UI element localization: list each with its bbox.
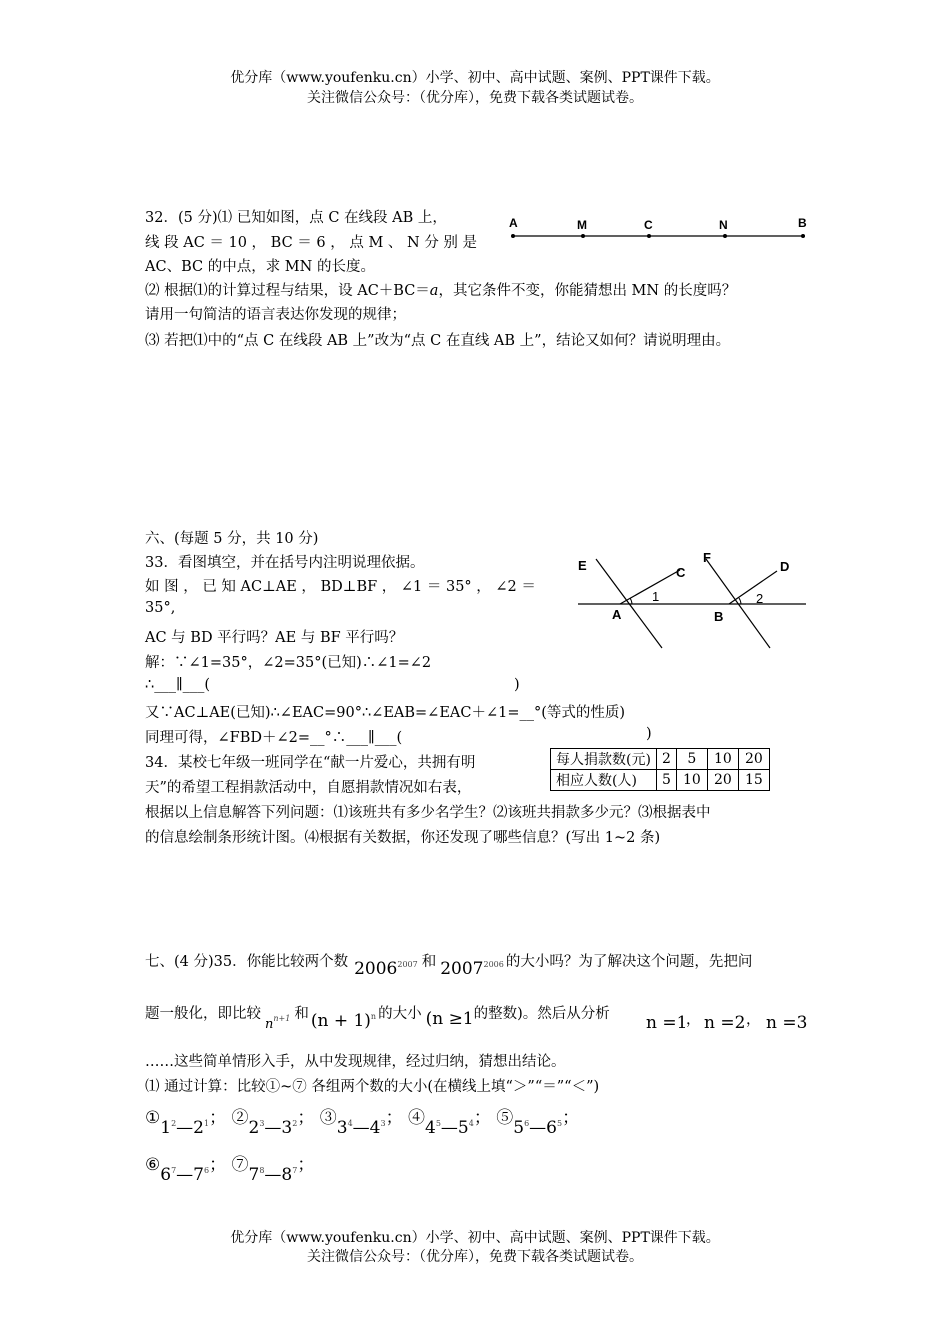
power-a — [513, 1118, 529, 1138]
q32-line-2: 线 段 AC ＝ 10 ， BC ＝ 6 ， 点 M 、 N 分 别 是 — [145, 235, 478, 251]
power-b — [281, 1118, 297, 1138]
exponent: 2007 — [397, 960, 418, 969]
comparison-item — [496, 1108, 579, 1138]
comparison-item — [408, 1108, 491, 1138]
separator: ； — [297, 1155, 315, 1175]
blank-line[interactable]: — — [264, 1118, 282, 1138]
header-line-1: 优分库（www.youfenku.cn）小学、初中、高中试题、案例、PPT课件下载。 — [230, 70, 720, 86]
n-condition: (n ≥1 — [425, 1009, 474, 1029]
item-number: ⑦ — [231, 1155, 249, 1175]
table-cell: 2 — [656, 749, 676, 770]
base: 2007 — [440, 959, 484, 979]
comparison-row-1 — [145, 1103, 580, 1138]
exponent: 1 — [204, 1119, 210, 1128]
label-e: E — [578, 558, 587, 573]
separator: ； — [385, 1108, 403, 1128]
exponent: 8 — [259, 1166, 265, 1175]
number-2007-power — [440, 959, 504, 979]
blank-line[interactable]: — — [529, 1118, 547, 1138]
q34-line-1: 34．某校七年级一班同学在“献一片爱心，共拥有明 — [145, 755, 476, 771]
exponent: 5 — [435, 1119, 441, 1128]
q35-general: 题一般化，即比较 — [145, 1006, 261, 1022]
base: 4 — [369, 1118, 381, 1138]
q35-analysis-text: 的整数)。然后从分析 — [473, 1006, 610, 1022]
power-a — [425, 1118, 441, 1138]
table-row-label: 相应人数(人) — [551, 770, 657, 791]
point-n-label: N — [719, 218, 728, 232]
exponent: 7 — [292, 1166, 298, 1175]
q35-line-3: ……这些简单情形入手，从中发现规律，经过归纳，猜想出结论。 — [145, 1054, 566, 1070]
footer-line-1: 优分库（www.youfenku.cn）小学、初中、高中试题、案例、PPT课件下载。 — [230, 1230, 720, 1246]
item-number: ⑥ — [145, 1155, 161, 1175]
header-line-2: 关注微信公众号：（优分库），免费下载各类试题试卷。 — [307, 90, 643, 106]
comma-1: ， — [686, 1012, 701, 1028]
base: (n + 1) — [310, 1011, 371, 1031]
label-d: D — [780, 559, 790, 574]
exponent: 6 — [524, 1119, 530, 1128]
q32-line-4: ⑵ 根据⑴的计算过程与结果，设 AC＋BC＝𝑎，其它条件不变，你能猜想出 MN 的长度吗？ — [145, 283, 737, 299]
footer-line-2: 关注微信公众号：（优分库），免费下载各类试题试卷。 — [307, 1249, 643, 1265]
exponent: 5 — [557, 1119, 563, 1128]
exponent: n+1 — [273, 1014, 291, 1023]
blank-line[interactable]: — — [440, 1118, 458, 1138]
base: 4 — [425, 1118, 436, 1138]
q32-line-5: 请用一句简洁的语言表达你发现的规律； — [145, 307, 406, 323]
table-cell: 20 — [707, 770, 738, 791]
power-a — [160, 1165, 176, 1185]
label-c: C — [676, 565, 686, 580]
base: 3 — [336, 1118, 348, 1138]
base: 3 — [281, 1118, 293, 1138]
case-n3: n =3 — [766, 1013, 808, 1033]
power-a — [160, 1118, 176, 1138]
q33-line-7: 又∵AC⊥AE(已知)∴∠EAC=90°∴∠EAB=∠EAC＋∠1=__°(等式的性质) — [145, 705, 626, 721]
comparison-row-2 — [145, 1150, 315, 1185]
number-2006-power — [354, 959, 418, 979]
table-cell: 5 — [676, 749, 707, 770]
table-row-label: 每人捐款数(元) — [551, 749, 657, 770]
base: 8 — [281, 1165, 293, 1185]
and-text: 和 — [421, 954, 437, 970]
exponent: 3 — [259, 1119, 265, 1128]
separator: ； — [562, 1108, 580, 1128]
blank-line[interactable]: — — [352, 1118, 370, 1138]
q33-line-5: 解：∵∠1=35°，∠2=35°(已知)∴∠1=∠2 — [145, 655, 432, 671]
q32-line-1: 32．(5 分)⑴ 已知如图，点 C 在线段 AB 上， — [145, 210, 447, 226]
exponent: 3 — [380, 1119, 386, 1128]
angle-1-label: 1 — [652, 589, 660, 604]
table-row — [551, 770, 770, 791]
point-m-label: M — [577, 218, 587, 232]
q33-line-3: 35°, — [145, 600, 176, 616]
q33-line-8-close: ) — [646, 726, 652, 742]
point-b-label: B — [798, 216, 807, 230]
q33-line-8: 同理可得，∠FBD＋∠2=__°∴___∥___( — [145, 730, 403, 746]
q33-line-6-close: ) — [514, 677, 520, 693]
q32-line-6: ⑶ 若把⑴中的“点 C 在线段 AB 上”改为“点 C 在直线 AB 上”，结论又如何？请说明理由。 — [145, 333, 731, 349]
base: 7 — [193, 1165, 204, 1185]
base: 2006 — [354, 959, 398, 979]
separator: ； — [473, 1108, 491, 1128]
power-b — [193, 1118, 209, 1138]
case-n1: n =1 — [646, 1013, 688, 1033]
comparison-item — [232, 1108, 315, 1138]
comparison-item — [145, 1108, 226, 1138]
point-a-label: A — [509, 216, 518, 230]
power-b — [458, 1118, 474, 1138]
table-cell: 15 — [738, 770, 769, 791]
exponent: 2006 — [483, 960, 504, 969]
q33-line-2: 如 图 ， 已 知 AC⊥AE ， BD⊥BF ， ∠1 ＝ 35° ， ∠2 ＝ — [145, 579, 536, 595]
point-c-label: C — [644, 218, 653, 232]
comparison-item — [145, 1155, 226, 1185]
base: 2 — [248, 1118, 260, 1138]
label-a: A — [612, 607, 622, 622]
table-row — [551, 749, 770, 770]
base: n — [265, 1017, 274, 1032]
blank-line[interactable]: — — [264, 1165, 282, 1185]
parallel-lines-figure — [570, 548, 815, 658]
label-f: F — [703, 550, 711, 565]
section-6-title: 六、(每题 5 分，共 10 分) — [145, 531, 319, 547]
table-cell: 5 — [656, 770, 676, 791]
exponent: 6 — [204, 1166, 210, 1175]
exponent: 2 — [292, 1119, 298, 1128]
q34-line-4: 的信息绘制条形统计图。⑷根据有关数据，你还发现了哪些信息？(写出 1~2 条) — [145, 830, 661, 846]
table-cell: 20 — [738, 749, 769, 770]
exponent: n — [370, 1012, 377, 1021]
exponent: 4 — [468, 1119, 474, 1128]
blank-line[interactable]: — — [176, 1165, 194, 1185]
q33-line-1: 33．看图填空，并在括号内注明说理依据。 — [145, 555, 425, 571]
base: 1 — [160, 1118, 172, 1138]
item-number: ① — [145, 1108, 161, 1128]
q35-line-4: ⑴ 通过计算：比较①~⑦ 各组两个数的大小(在横线上填“＞”“＝”“＜”) — [145, 1079, 600, 1095]
q35-line-2 — [145, 1002, 610, 1032]
table-cell: 10 — [707, 749, 738, 770]
n-plus-1-power-expr — [311, 1011, 376, 1031]
angle-2-label: 2 — [756, 591, 764, 606]
exponent: 7 — [171, 1166, 177, 1175]
comma-2: ， — [746, 1012, 761, 1028]
q33-line-6: ∴___∥___( — [145, 677, 211, 693]
power-a — [249, 1165, 265, 1185]
q34-line-3: 根据以上信息解答下列问题：⑴该班共有多少名学生？⑵该班共捐款多少元？⑶根据表中 — [145, 805, 711, 821]
table-cell: 10 — [676, 770, 707, 791]
separator: ； — [209, 1155, 227, 1175]
item-number: ③ — [319, 1108, 337, 1128]
base: 2 — [193, 1118, 204, 1138]
power-b — [193, 1165, 209, 1185]
q32-line-3: AC、BC 的中点，求 MN 的长度。 — [145, 259, 375, 275]
n-power-expr — [265, 1014, 291, 1032]
power-b — [546, 1118, 562, 1138]
exponent: 2 — [171, 1119, 177, 1128]
item-number: ② — [231, 1108, 249, 1128]
base: 6 — [546, 1118, 557, 1138]
comparison-item — [320, 1108, 403, 1138]
segment-figure — [505, 212, 815, 244]
case-n2: n =2 — [704, 1013, 746, 1033]
q33-line-4: AC 与 BD 平行吗？AE 与 BF 平行吗？ — [145, 630, 404, 646]
item-number: ⑤ — [496, 1108, 514, 1128]
and-text: 和 — [294, 1006, 309, 1022]
q34-line-2: 天”的希望工程捐款活动中，自愿捐款情况如右表， — [145, 780, 472, 796]
separator: ； — [297, 1108, 315, 1128]
q35-line-1 — [145, 950, 753, 979]
item-number: ④ — [408, 1108, 425, 1128]
base: 5 — [457, 1118, 469, 1138]
power-b — [370, 1118, 386, 1138]
base: 7 — [248, 1165, 260, 1185]
q35-intro-cont: 的大小吗？为了解决这个问题，先把问 — [505, 954, 753, 970]
power-b — [281, 1165, 297, 1185]
power-a — [249, 1118, 265, 1138]
separator: ； — [209, 1108, 227, 1128]
q35-intro: 七、(4 分)35．你能比较两个数 — [145, 954, 349, 970]
q35-size-text: 的大小 — [378, 1006, 422, 1022]
comparison-item — [232, 1155, 315, 1185]
donation-table — [550, 748, 770, 791]
base: 6 — [160, 1165, 172, 1185]
blank-line[interactable]: — — [176, 1118, 194, 1138]
label-b: B — [714, 609, 724, 624]
base: 5 — [513, 1118, 525, 1138]
power-a — [337, 1118, 353, 1138]
exponent: 4 — [347, 1119, 353, 1128]
